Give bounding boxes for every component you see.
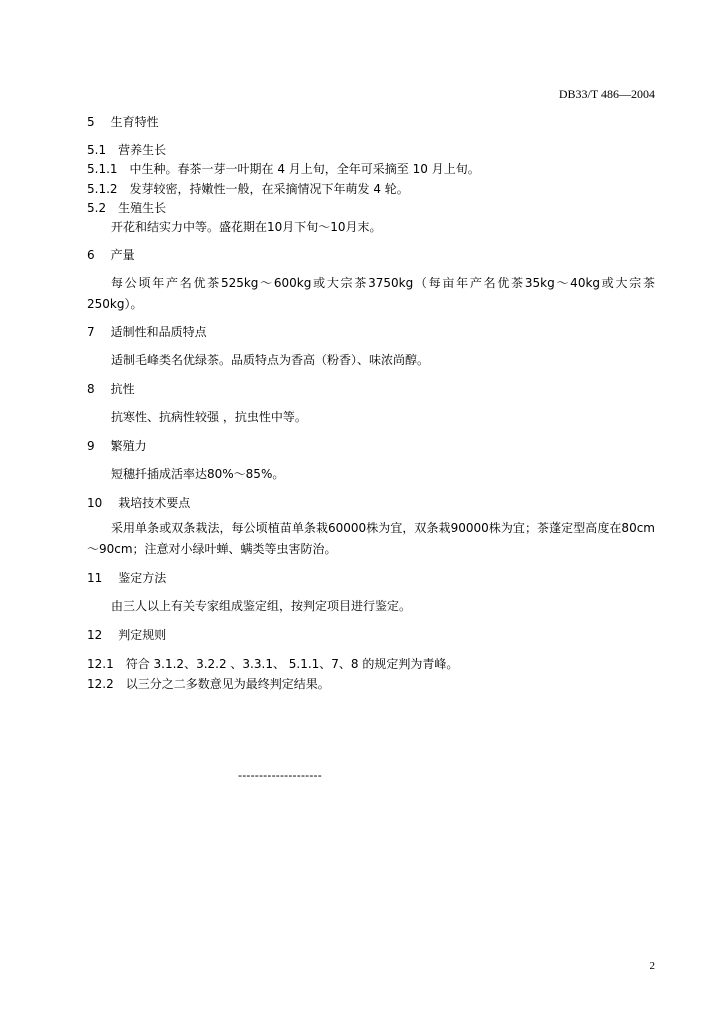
section-8-text: 抗寒性、抗病性较强 ，抗虫性中等。	[111, 410, 307, 424]
section-number: 7	[87, 325, 95, 339]
section-number: 5.1	[87, 143, 107, 157]
section-title: 抗性	[110, 382, 135, 396]
clause-text: 中生种。春茶一芽一叶期在 4 月上旬，全年可采摘至 10 月上旬。	[129, 162, 480, 176]
section-number: 6	[87, 248, 95, 262]
section-5-1-heading	[87, 141, 166, 159]
clause-number: 12.2	[87, 677, 114, 691]
clause-5-1-1	[87, 160, 480, 178]
section-title: 栽培技术要点	[118, 496, 191, 510]
page-number: 2	[649, 960, 655, 972]
section-title: 判定规则	[118, 628, 167, 642]
section-9-text: 短穗扦插成活率达80%～85%。	[111, 467, 285, 481]
section-11-heading	[87, 569, 166, 587]
section-5-2-heading	[87, 199, 166, 217]
section-title: 适制性和品质特点	[110, 325, 207, 339]
section-number: 8	[87, 382, 95, 396]
clause-12-2	[87, 675, 330, 693]
clause-text: 以三分之二多数意见为最终判定结果。	[125, 677, 330, 691]
section-11-text: 由三人以上有关专家组成鉴定组，按判定项目进行鉴定。	[111, 599, 412, 613]
clause-number: 5.1.2	[87, 182, 118, 196]
clause-5-1-2	[87, 180, 409, 198]
section-title: 繁殖力	[110, 439, 147, 453]
section-8-heading	[87, 380, 135, 398]
document-code: DB33/T 486—2004	[558, 87, 655, 101]
section-7-text: 适制毛峰类名优绿茶。品质特点为香高（粉香）、味浓尚醇。	[111, 353, 430, 367]
section-title: 营养生长	[118, 143, 167, 157]
section-number: 11	[87, 571, 103, 585]
section-7-heading	[87, 323, 207, 341]
section-title: 生育特性	[110, 115, 159, 129]
section-title: 产量	[110, 248, 135, 262]
section-number: 12	[87, 628, 103, 642]
clause-number: 12.1	[87, 657, 114, 671]
clause-text: 发芽较密，持嫩性一般，在采摘情况下年萌发 4 轮。	[129, 182, 409, 196]
section-number: 10	[87, 496, 103, 510]
section-6-text: 每公顷年产名优茶525kg～600kg或大宗茶3750kg（每亩年产名优茶35kg～40kg或大宗茶250kg）。	[87, 276, 655, 311]
section-number: 5	[87, 115, 95, 129]
section-12-heading	[87, 626, 166, 644]
section-6-heading	[87, 246, 135, 264]
section-10-text: 采用单条或双条栽法，每公顷植苗单条栽60000株为宜，双条栽90000株为宜；茶蓬定型高度在80cm～90cm；注意对小绿叶蝉、螨类等虫害防治。	[87, 521, 655, 556]
section-title: 鉴定方法	[118, 571, 167, 585]
section-title: 生殖生长	[118, 201, 167, 215]
section-9-heading	[87, 437, 147, 455]
section-number: 5.2	[87, 201, 107, 215]
section-10-heading	[87, 494, 190, 512]
clause-number: 5.1.1	[87, 162, 118, 176]
clause-12-1	[87, 655, 458, 673]
section-number: 9	[87, 439, 95, 453]
section-5-heading	[87, 113, 159, 131]
end-separator: --------------------	[238, 768, 322, 782]
section-5-2-text: 开花和结实力中等。盛花期在10月下旬～10月末。	[111, 220, 382, 234]
clause-text: 符合 3.1.2、3.2.2 、3.3.1、 5.1.1、7、8 的规定判为青峰。	[125, 657, 459, 671]
